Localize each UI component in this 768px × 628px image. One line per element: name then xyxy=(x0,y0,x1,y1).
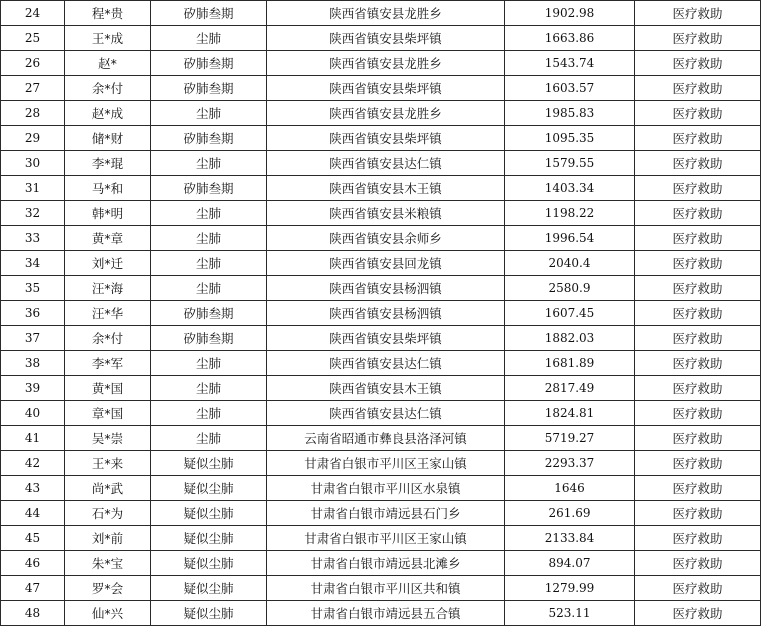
disease-cell: 尘肺 xyxy=(151,276,267,301)
table-body xyxy=(1,1,761,626)
address-cell: 陕西省镇安县柴坪镇 xyxy=(267,126,505,151)
row-number-cell: 26 xyxy=(1,51,65,76)
row-number-cell: 40 xyxy=(1,401,65,426)
table-row xyxy=(1,526,761,551)
aid-type-cell: 医疗救助 xyxy=(635,551,761,576)
amount-cell: 1985.83 xyxy=(505,101,635,126)
address-cell: 陕西省镇安县杨泗镇 xyxy=(267,301,505,326)
disease-cell: 尘肺 xyxy=(151,226,267,251)
aid-type-cell: 医疗救助 xyxy=(635,126,761,151)
row-number-cell: 32 xyxy=(1,201,65,226)
amount-cell: 1198.22 xyxy=(505,201,635,226)
row-number-cell: 24 xyxy=(1,1,65,26)
aid-type-cell: 医疗救助 xyxy=(635,576,761,601)
table-row xyxy=(1,226,761,251)
name-cell: 汪*华 xyxy=(65,301,151,326)
disease-cell: 疑似尘肺 xyxy=(151,601,267,626)
table-row xyxy=(1,176,761,201)
address-cell: 陕西省镇安县木王镇 xyxy=(267,376,505,401)
aid-type-cell: 医疗救助 xyxy=(635,26,761,51)
address-cell: 陕西省镇安县龙胜乡 xyxy=(267,101,505,126)
disease-cell: 尘肺 xyxy=(151,376,267,401)
name-cell: 程*贵 xyxy=(65,1,151,26)
row-number-cell: 30 xyxy=(1,151,65,176)
amount-cell: 1543.74 xyxy=(505,51,635,76)
disease-cell: 尘肺 xyxy=(151,426,267,451)
disease-cell: 矽肺叁期 xyxy=(151,176,267,201)
table-row xyxy=(1,326,761,351)
disease-cell: 矽肺叁期 xyxy=(151,76,267,101)
aid-type-cell: 医疗救助 xyxy=(635,101,761,126)
amount-cell: 2817.49 xyxy=(505,376,635,401)
amount-cell: 1681.89 xyxy=(505,351,635,376)
aid-type-cell: 医疗救助 xyxy=(635,51,761,76)
address-cell: 陕西省镇安县柴坪镇 xyxy=(267,26,505,51)
disease-cell: 矽肺叁期 xyxy=(151,126,267,151)
amount-cell: 2040.4 xyxy=(505,251,635,276)
name-cell: 汪*海 xyxy=(65,276,151,301)
disease-cell: 尘肺 xyxy=(151,401,267,426)
name-cell: 刘*迁 xyxy=(65,251,151,276)
amount-cell: 1882.03 xyxy=(505,326,635,351)
address-cell: 陕西省镇安县杨泗镇 xyxy=(267,276,505,301)
aid-type-cell: 医疗救助 xyxy=(635,76,761,101)
table-row xyxy=(1,126,761,151)
disease-cell: 疑似尘肺 xyxy=(151,451,267,476)
aid-type-cell: 医疗救助 xyxy=(635,276,761,301)
aid-type-cell: 医疗救助 xyxy=(635,351,761,376)
address-cell: 陕西省镇安县余师乡 xyxy=(267,226,505,251)
row-number-cell: 44 xyxy=(1,501,65,526)
amount-cell: 1824.81 xyxy=(505,401,635,426)
row-number-cell: 45 xyxy=(1,526,65,551)
name-cell: 石*为 xyxy=(65,501,151,526)
amount-cell: 523.11 xyxy=(505,601,635,626)
address-cell: 甘肃省白银市靖远县北滩乡 xyxy=(267,551,505,576)
address-cell: 陕西省镇安县龙胜乡 xyxy=(267,1,505,26)
address-cell: 甘肃省白银市平川区王家山镇 xyxy=(267,526,505,551)
aid-type-cell: 医疗救助 xyxy=(635,176,761,201)
row-number-cell: 29 xyxy=(1,126,65,151)
row-number-cell: 48 xyxy=(1,601,65,626)
amount-cell: 1663.86 xyxy=(505,26,635,51)
table-row xyxy=(1,26,761,51)
row-number-cell: 31 xyxy=(1,176,65,201)
row-number-cell: 27 xyxy=(1,76,65,101)
name-cell: 黄*国 xyxy=(65,376,151,401)
amount-cell: 5719.27 xyxy=(505,426,635,451)
aid-type-cell: 医疗救助 xyxy=(635,526,761,551)
name-cell: 马*和 xyxy=(65,176,151,201)
address-cell: 陕西省镇安县回龙镇 xyxy=(267,251,505,276)
amount-cell: 1279.99 xyxy=(505,576,635,601)
address-cell: 甘肃省白银市靖远县石门乡 xyxy=(267,501,505,526)
address-cell: 陕西省镇安县龙胜乡 xyxy=(267,51,505,76)
amount-cell: 1996.54 xyxy=(505,226,635,251)
table-row xyxy=(1,551,761,576)
table-row xyxy=(1,151,761,176)
name-cell: 赵*成 xyxy=(65,101,151,126)
amount-cell: 894.07 xyxy=(505,551,635,576)
row-number-cell: 28 xyxy=(1,101,65,126)
row-number-cell: 33 xyxy=(1,226,65,251)
table-row xyxy=(1,426,761,451)
disease-cell: 矽肺叁期 xyxy=(151,1,267,26)
aid-type-cell: 医疗救助 xyxy=(635,151,761,176)
disease-cell: 尘肺 xyxy=(151,351,267,376)
row-number-cell: 37 xyxy=(1,326,65,351)
table-row xyxy=(1,401,761,426)
address-cell: 陕西省镇安县柴坪镇 xyxy=(267,76,505,101)
table-row xyxy=(1,376,761,401)
aid-type-cell: 医疗救助 xyxy=(635,301,761,326)
name-cell: 仙*兴 xyxy=(65,601,151,626)
disease-cell: 矽肺叁期 xyxy=(151,51,267,76)
amount-cell: 1403.34 xyxy=(505,176,635,201)
disease-cell: 尘肺 xyxy=(151,101,267,126)
address-cell: 甘肃省白银市平川区水泉镇 xyxy=(267,476,505,501)
row-number-cell: 38 xyxy=(1,351,65,376)
name-cell: 王*来 xyxy=(65,451,151,476)
row-number-cell: 43 xyxy=(1,476,65,501)
address-cell: 陕西省镇安县柴坪镇 xyxy=(267,326,505,351)
amount-cell: 2580.9 xyxy=(505,276,635,301)
disease-cell: 疑似尘肺 xyxy=(151,526,267,551)
address-cell: 甘肃省白银市平川区王家山镇 xyxy=(267,451,505,476)
name-cell: 尚*武 xyxy=(65,476,151,501)
name-cell: 李*琨 xyxy=(65,151,151,176)
address-cell: 陕西省镇安县达仁镇 xyxy=(267,151,505,176)
address-cell: 陕西省镇安县达仁镇 xyxy=(267,401,505,426)
disease-cell: 疑似尘肺 xyxy=(151,501,267,526)
table-row xyxy=(1,576,761,601)
amount-cell: 1579.55 xyxy=(505,151,635,176)
address-cell: 云南省昭通市彝良县洛泽河镇 xyxy=(267,426,505,451)
table-row xyxy=(1,276,761,301)
aid-type-cell: 医疗救助 xyxy=(635,1,761,26)
name-cell: 朱*宝 xyxy=(65,551,151,576)
name-cell: 余*付 xyxy=(65,76,151,101)
disease-cell: 尘肺 xyxy=(151,201,267,226)
amount-cell: 1603.57 xyxy=(505,76,635,101)
aid-type-cell: 医疗救助 xyxy=(635,251,761,276)
disease-cell: 尘肺 xyxy=(151,151,267,176)
table-row xyxy=(1,251,761,276)
aid-type-cell: 医疗救助 xyxy=(635,326,761,351)
row-number-cell: 42 xyxy=(1,451,65,476)
amount-cell: 2133.84 xyxy=(505,526,635,551)
aid-type-cell: 医疗救助 xyxy=(635,451,761,476)
amount-cell: 1646 xyxy=(505,476,635,501)
name-cell: 罗*会 xyxy=(65,576,151,601)
amount-cell: 1095.35 xyxy=(505,126,635,151)
table-row xyxy=(1,501,761,526)
aid-type-cell: 医疗救助 xyxy=(635,376,761,401)
row-number-cell: 39 xyxy=(1,376,65,401)
amount-cell: 1607.45 xyxy=(505,301,635,326)
name-cell: 李*军 xyxy=(65,351,151,376)
table-row xyxy=(1,451,761,476)
address-cell: 甘肃省白银市平川区共和镇 xyxy=(267,576,505,601)
row-number-cell: 34 xyxy=(1,251,65,276)
disease-cell: 矽肺叁期 xyxy=(151,326,267,351)
name-cell: 赵* xyxy=(65,51,151,76)
aid-type-cell: 医疗救助 xyxy=(635,226,761,251)
address-cell: 陕西省镇安县达仁镇 xyxy=(267,351,505,376)
name-cell: 黄*章 xyxy=(65,226,151,251)
name-cell: 韩*明 xyxy=(65,201,151,226)
aid-type-cell: 医疗救助 xyxy=(635,201,761,226)
row-number-cell: 46 xyxy=(1,551,65,576)
address-cell: 陕西省镇安县米粮镇 xyxy=(267,201,505,226)
row-number-cell: 25 xyxy=(1,26,65,51)
table-row xyxy=(1,101,761,126)
table-row xyxy=(1,351,761,376)
amount-cell: 261.69 xyxy=(505,501,635,526)
row-number-cell: 35 xyxy=(1,276,65,301)
name-cell: 刘*前 xyxy=(65,526,151,551)
disease-cell: 尘肺 xyxy=(151,251,267,276)
aid-type-cell: 医疗救助 xyxy=(635,476,761,501)
table-row xyxy=(1,301,761,326)
table-row xyxy=(1,76,761,101)
aid-type-cell: 医疗救助 xyxy=(635,426,761,451)
amount-cell: 2293.37 xyxy=(505,451,635,476)
name-cell: 王*成 xyxy=(65,26,151,51)
table-row xyxy=(1,51,761,76)
table-row xyxy=(1,601,761,626)
row-number-cell: 41 xyxy=(1,426,65,451)
address-cell: 甘肃省白银市靖远县五合镇 xyxy=(267,601,505,626)
disease-cell: 尘肺 xyxy=(151,26,267,51)
table-row xyxy=(1,201,761,226)
disease-cell: 疑似尘肺 xyxy=(151,576,267,601)
table-row xyxy=(1,476,761,501)
aid-type-cell: 医疗救助 xyxy=(635,601,761,626)
name-cell: 章*国 xyxy=(65,401,151,426)
table-row xyxy=(1,1,761,26)
aid-type-cell: 医疗救助 xyxy=(635,501,761,526)
row-number-cell: 36 xyxy=(1,301,65,326)
row-number-cell: 47 xyxy=(1,576,65,601)
disease-cell: 疑似尘肺 xyxy=(151,551,267,576)
disease-cell: 矽肺叁期 xyxy=(151,301,267,326)
aid-type-cell: 医疗救助 xyxy=(635,401,761,426)
amount-cell: 1902.98 xyxy=(505,1,635,26)
name-cell: 储*财 xyxy=(65,126,151,151)
disease-cell: 疑似尘肺 xyxy=(151,476,267,501)
address-cell: 陕西省镇安县木王镇 xyxy=(267,176,505,201)
name-cell: 吴*崇 xyxy=(65,426,151,451)
name-cell: 余*付 xyxy=(65,326,151,351)
